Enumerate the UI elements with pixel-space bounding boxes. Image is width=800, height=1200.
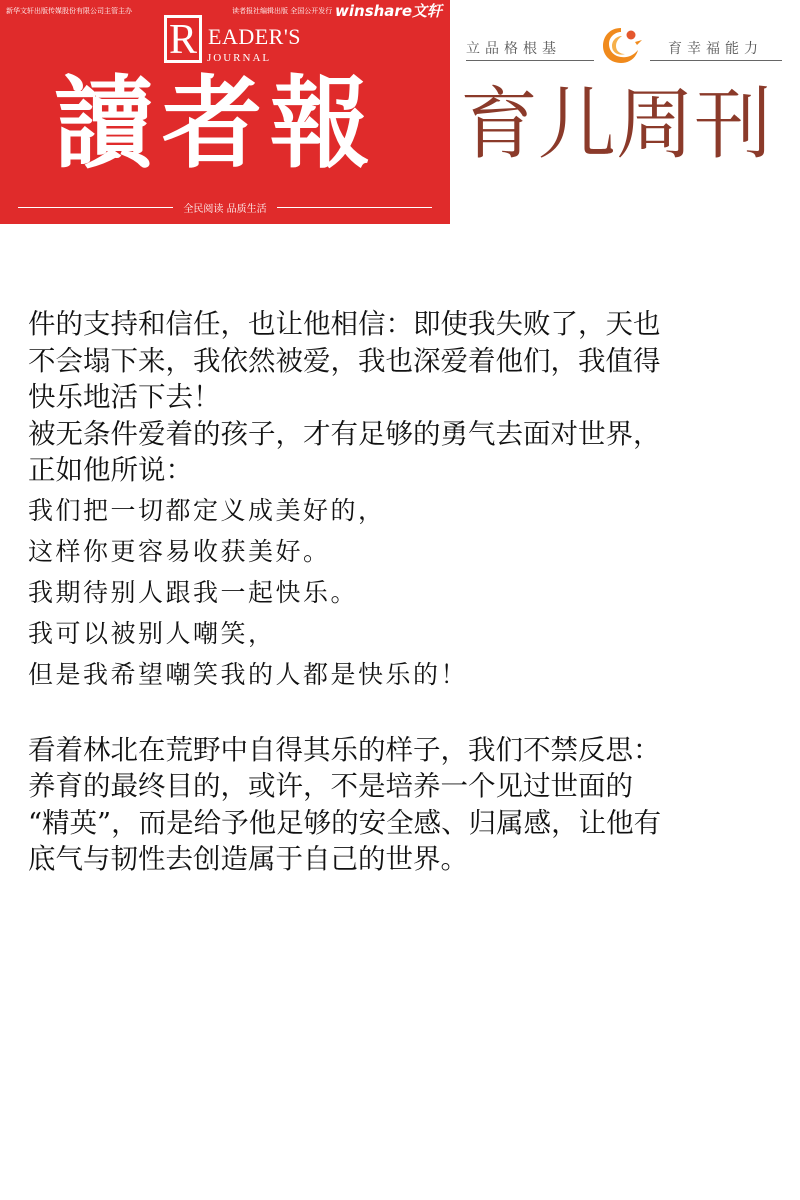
para1-line: 件的支持和信任，也让他相信：即使我失败了，天也 xyxy=(28,308,661,340)
readers-journal-banner xyxy=(0,0,450,224)
quote-line: 但是我希望嘲笑我的人都是快乐的！ xyxy=(28,659,469,689)
para1-line: 快乐地活下去！ xyxy=(28,381,221,413)
slogan-divider-right xyxy=(277,207,432,208)
slogan-row xyxy=(18,198,432,216)
para3-line: 看着林北在荒野中自得其乐的样子，我们不禁反思： xyxy=(28,733,661,766)
distribution-line: 读者报社编辑出版 全国公开发行 xyxy=(232,7,333,15)
motto-underline-right xyxy=(650,60,782,61)
quote-line: 我期待别人跟我一起快乐。 xyxy=(28,577,359,607)
slogan-divider-left xyxy=(18,207,173,208)
quote-block xyxy=(28,489,778,695)
readers-journal-title: 讀者報 xyxy=(54,64,378,182)
readers-journal-r-logo: R xyxy=(164,15,202,63)
para2-line: 被无条件爱着的孩子，才有足够的勇气去面对世界， xyxy=(28,417,661,450)
parenting-weekly-title: 育儿周刊 xyxy=(460,80,773,170)
paragraph-gap xyxy=(28,695,778,732)
quote-line: 我们把一切都定义成美好的， xyxy=(28,495,386,525)
para1-line: 不会塌下来，我依然被爱，我也深爱着他们，我值得 xyxy=(28,344,661,377)
parenting-weekly-banner xyxy=(450,0,800,226)
slogan-text: 全民阅读 品质生活 xyxy=(183,203,267,215)
page-header xyxy=(0,0,800,226)
winshare-logo: winshare文轩 xyxy=(335,2,442,20)
motto-underline-left xyxy=(466,60,594,61)
motto-left: 立品格根基 xyxy=(466,41,561,57)
readers-journal-subword: JOURNAL xyxy=(207,52,272,64)
para2-line: 正如他所说： xyxy=(28,454,193,486)
para3-line: 底气与韧性去创造属于自己的世界。 xyxy=(28,843,468,875)
quote-line: 我可以被别人嘲笑， xyxy=(28,618,276,648)
article-body xyxy=(28,306,778,878)
sun-swirl-icon xyxy=(598,22,644,68)
motto-right: 育幸福能力 xyxy=(668,41,763,57)
readers-journal-wordmark: EADER'S xyxy=(208,24,302,49)
para3-line: “精英”，而是给予他足够的安全感、归属感，让他有 xyxy=(28,806,662,839)
publisher-line: 新华文轩出版传媒股份有限公司主管主办 xyxy=(6,7,132,15)
para3-line: 养育的最终目的，或许，不是培养一个见过世面的 xyxy=(28,770,633,802)
quote-line: 这样你更容易收获美好。 xyxy=(28,536,331,566)
